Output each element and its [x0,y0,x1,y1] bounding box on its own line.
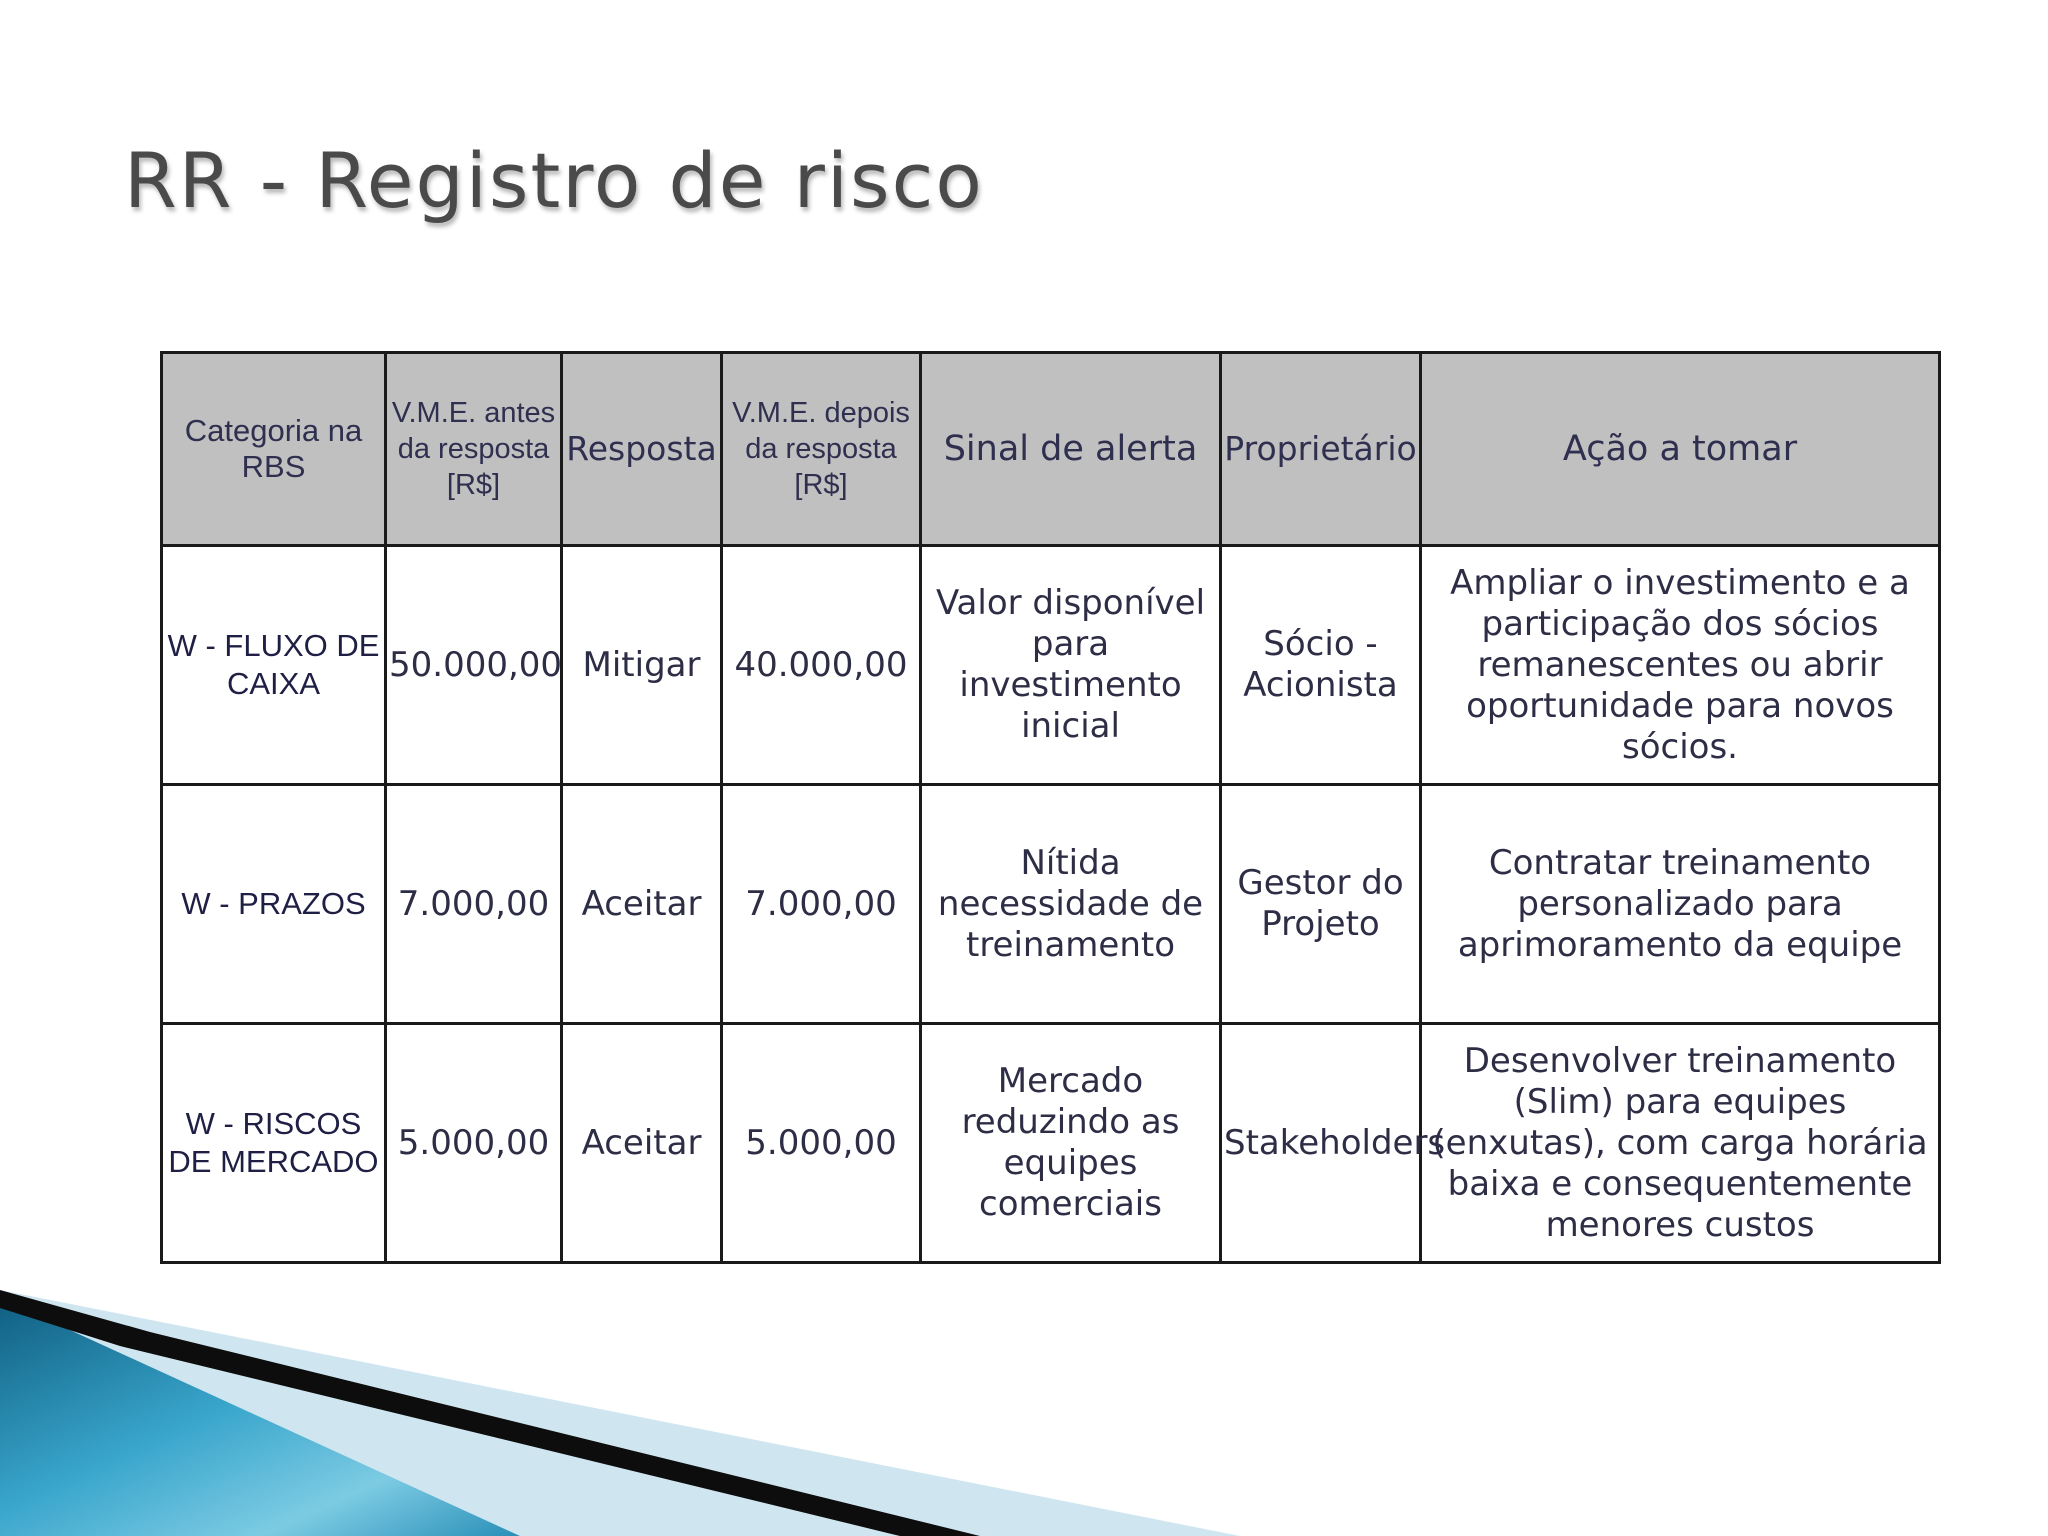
cell-resposta: Aceitar [562,1024,722,1263]
decorative-swoosh [0,1290,1240,1536]
table-row [162,546,1940,785]
cell-sinal-alerta: Valor disponível para investimento inicial [921,546,1221,785]
header-sinal-alerta: Sinal de alerta [921,353,1221,546]
risk-register-table [160,351,1941,1264]
cell-sinal-alerta: Mercado reduzindo as equipes comerciais [921,1024,1221,1263]
slide-title: RR - Registro de risco [124,136,984,225]
header-categoria: Categoria na RBS [162,353,386,546]
cell-vme-antes: 7.000,00 [386,785,562,1024]
table-header-row [162,353,1940,546]
header-vme-depois: V.M.E. depois da resposta [R$] [722,353,921,546]
cell-vme-antes: 5.000,00 [386,1024,562,1263]
cell-categoria: W - PRAZOS [162,785,386,1024]
cell-acao: Ampliar o investimento e a participação dos sócios remanescentes ou abrir oportunidade para novos sócios. [1421,546,1940,785]
cell-sinal-alerta: Nítida necessidade de treinamento [921,785,1221,1024]
cell-resposta: Aceitar [562,785,722,1024]
cell-acao: Contratar treinamento personalizado para aprimoramento da equipe [1421,785,1940,1024]
header-proprietario: Proprietário [1221,353,1421,546]
header-resposta: Resposta [562,353,722,546]
cell-categoria: W - RISCOS DE MERCADO [162,1024,386,1263]
cell-resposta: Mitigar [562,546,722,785]
cell-vme-depois: 5.000,00 [722,1024,921,1263]
cell-categoria: W - FLUXO DE CAIXA [162,546,386,785]
cell-acao: Desenvolver treinamento (Slim) para equipes (enxutas), com carga horária baixa e consequentemente menores custos [1421,1024,1940,1263]
cell-proprietario: Stakeholders [1221,1024,1421,1263]
cell-proprietario: Gestor do Projeto [1221,785,1421,1024]
header-vme-antes: V.M.E. antes da resposta [R$] [386,353,562,546]
table-row [162,1024,1940,1263]
cell-proprietario: Sócio - Acionista [1221,546,1421,785]
cell-vme-depois: 7.000,00 [722,785,921,1024]
cell-vme-antes: 50.000,00 [386,546,562,785]
table-row [162,785,1940,1024]
header-acao: Ação a tomar [1421,353,1940,546]
cell-vme-depois: 40.000,00 [722,546,921,785]
